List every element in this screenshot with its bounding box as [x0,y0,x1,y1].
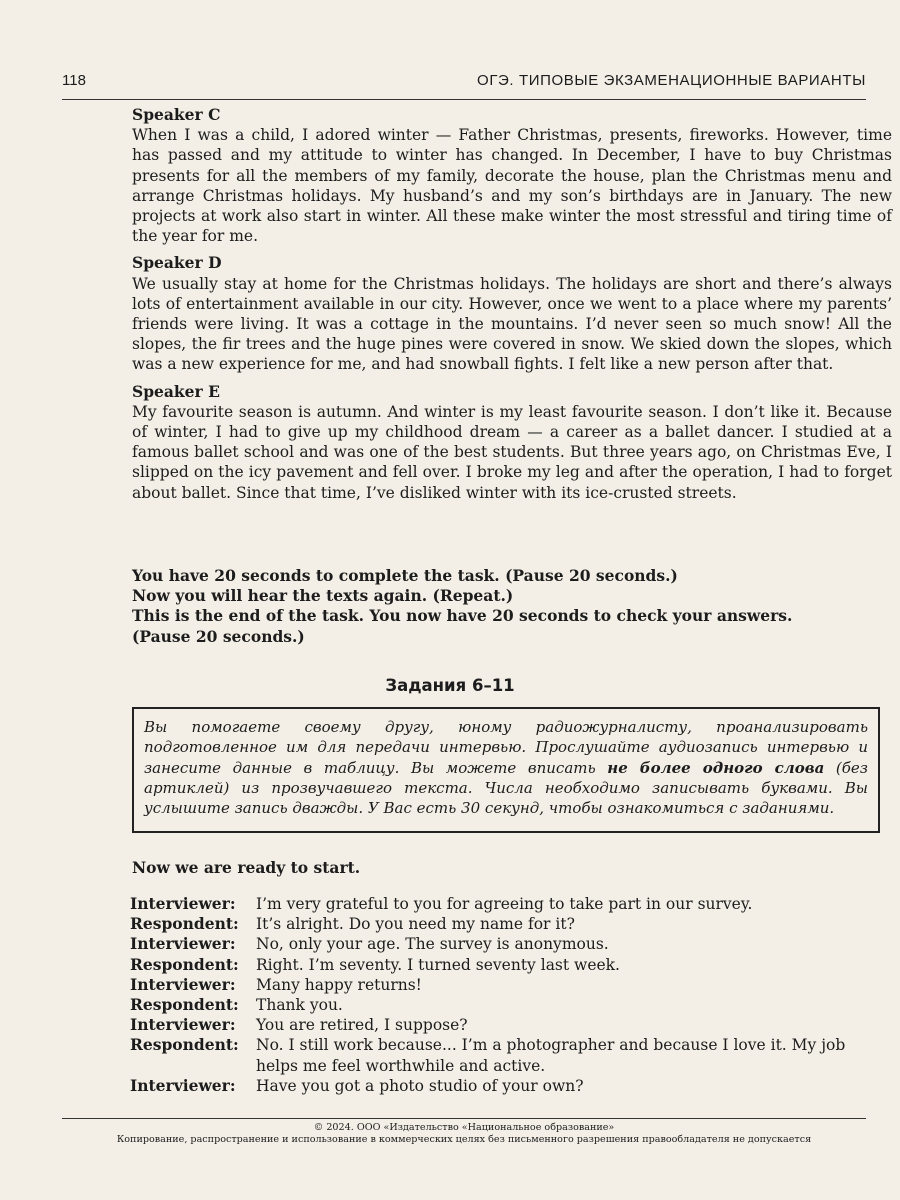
footer-rule [62,1118,866,1119]
dialogue-line: I’m very grateful to you for agreeing to take part in our survey. [256,895,753,913]
page-number: 118 [62,72,86,89]
task-heading: Задания 6–11 [385,676,515,695]
dialogue-row [130,1015,890,1035]
dialogue-row [130,975,890,995]
dialogue-line: It’s alright. Do you need my name for it? [256,915,575,934]
dialogue-line: No. I still work because... I’m a photographer and because I love it. My job helps me feel worthwhile and active. [256,1036,846,1075]
dialogue-line: Right. I’m seventy. I turned seventy last week. [256,955,620,974]
dialogue-line: Have you got a photo studio of your own? [256,1076,584,1095]
dialogue-role: Respondent: [130,914,239,934]
speaker-title: Speaker D [132,253,222,273]
speaker-text: We usually stay at home for the Christmas holidays. The holidays are short and there’s always lots of entertainment available in our city. However, once we went to a place where my parents’ friends were living. It was a cottage in the mountains. I’d never seen so much snow! All the slopes, the fir trees and the huge pines were covered in snow. We skied down the slopes, which was a new experience for me, and had snowball fights. I felt like a new person after that. [132,274,892,374]
task-text: (без артиклей) из прозвучавшего текста. Числа необходимо записывать буквами. Вы услышите запись дважды. У Вас есть 30 секунд, чтобы ознакомиться с заданиями. [144,758,868,818]
running-title: ОГЭ. ТИПОВЫЕ ЭКЗАМЕНАЦИОННЫЕ ВАРИАНТЫ [477,72,866,89]
dialogue-row [130,894,890,914]
dialogue-row [130,934,890,954]
instruction-line: (Pause 20 seconds.) [132,626,305,646]
dialogue-line: Many happy returns! [256,975,422,994]
speaker-title: Speaker E [132,381,220,401]
speaker-text: My favourite season is autumn. And winter is my least favourite season. I don’t like it. Because of winter, I had to give up my childhood dream — a career as a ballet dancer. I studied at a famous ballet school and was one of the best students. But three years ago, on Christmas Eve, I slipped on the icy pavement and fell over. I broke my leg and after the operation, I had to forget about ballet. Since that time, I’ve disliked winter with its ice-crusted streets. [132,402,892,502]
task-instructions-box [132,707,880,833]
dialogue-row [130,914,890,934]
speaker-text: When I was a child, I adored winter — Father Christmas, presents, fireworks. However, time has passed and my attitude to winter has changed. In December, I have to buy Christmas presents for all the members of my family, decorate the house, plan the Christmas menu and arrange Christmas holidays. My husband’s and my son’s birthdays are in January. The new projects at work also start in winter. All these make winter the most stressful and tiring time of the year for me. [132,126,892,246]
ready-line: Now we are ready to start. [132,858,361,877]
speaker-e-block [132,382,892,503]
dialogue-role: Respondent: [130,995,239,1015]
dialogue-role: Interviewer: [130,1075,236,1095]
dialogue-line: You are retired, I suppose? [256,1016,468,1035]
task-text-emphasis: не более одного слова [607,758,825,777]
speaker-d-block [132,253,892,374]
task-text: Вы помогаете своему другу, юному радиожурналисту, проанализировать подготовленное им для передачи интервью. Прослушайте аудиозапись интервью и занесите данные в таблицу. Вы можете вписать [144,718,868,777]
speaker-title: Speaker C [132,105,221,124]
copyright-footer [62,1122,866,1146]
instruction-line: Now you will hear the texts again. (Repeat.) [132,586,514,606]
dialogue-row [130,955,890,975]
page-header [62,72,866,98]
dialogue-role: Respondent: [130,954,239,974]
dialogue-role: Interviewer: [130,894,236,913]
instruction-line: You have 20 seconds to complete the task. (Pause 20 seconds.) [132,566,678,585]
dialogue-role: Interviewer: [130,934,236,954]
interview-dialogue [130,894,890,1096]
dialogue-role: Interviewer: [130,1015,236,1035]
dialogue-line: No, only your age. The survey is anonymous. [256,935,609,954]
dialogue-row [130,995,890,1015]
footer-line: © 2024. ООО «Издательство «Национальное образование» [313,1122,615,1133]
dialogue-row [130,1035,890,1075]
dialogue-row [130,1076,890,1096]
instruction-line: This is the end of the task. You now have 20 seconds to check your answers. [132,606,793,626]
header-rule [62,99,866,100]
dialogue-role: Respondent: [130,1035,239,1055]
speaker-c-block [132,105,892,246]
footer-line: Копирование, распространение и использование в коммерческих целях без письменного разрешения правообладателя не допускается [116,1134,812,1145]
dialogue-line: Thank you. [256,996,343,1015]
speaker-texts [132,105,892,510]
audio-instructions [132,566,892,647]
dialogue-role: Interviewer: [130,974,236,994]
